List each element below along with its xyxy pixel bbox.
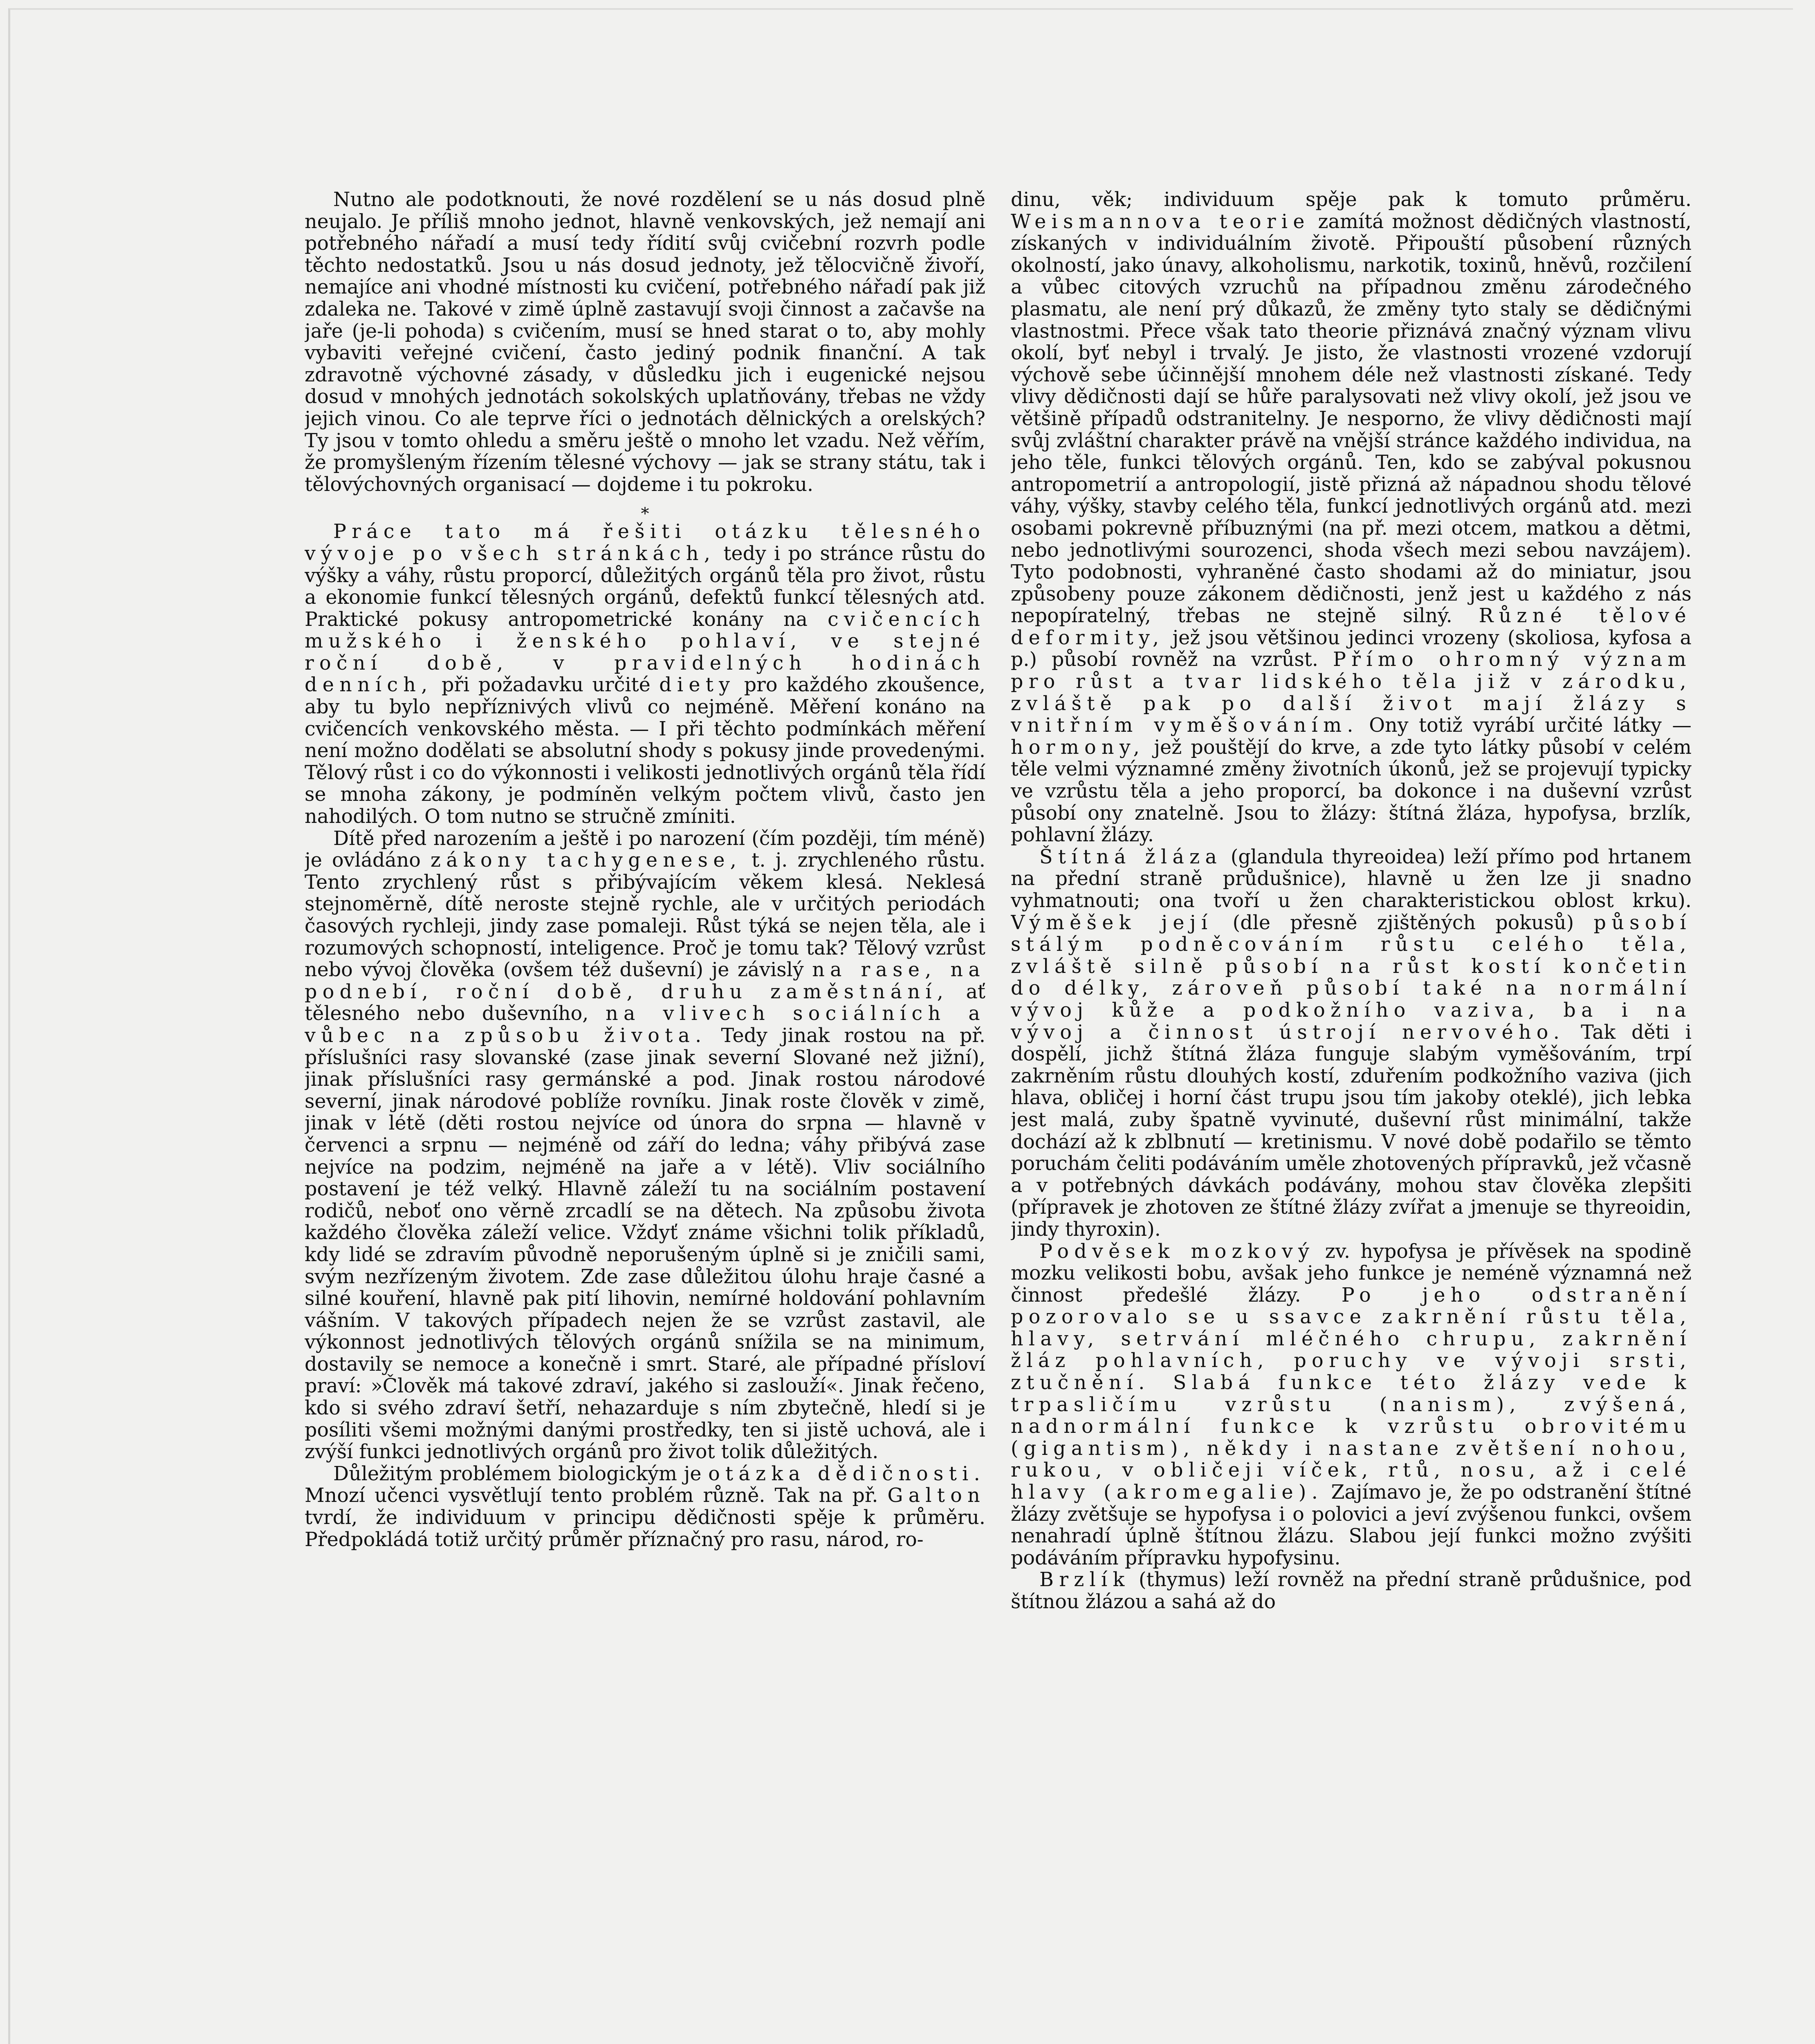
emphasis-text: Výměšek její: [1011, 911, 1213, 934]
text-run: tedy i po stránce růstu do výšky a váhy, růstu proporcí, důležitých orgánů těla pro život, růstu a ekonomie funkcí tělesných orgánů, defektů funkcí tělesných atd. Praktické pokusy antropometrické konány na: [305, 542, 985, 631]
emphasis-text: Weismannova teorie: [1011, 210, 1310, 233]
emphasis-text: Štítná žláza: [1039, 845, 1223, 868]
emphasis-text: hormony,: [1011, 736, 1145, 759]
right-column: [1011, 189, 1692, 1971]
emphasis-text: působí stálým podněcováním růstu celého těla, zvláště silně působí na růst kostí končetin do délky, zároveň působí také na normální vývoj kůže a podkožního vaziva, ba i na vývoj a činnost ústrojí nervového.: [1011, 911, 1692, 1044]
paragraph: [1011, 189, 1692, 846]
paragraph: [1011, 846, 1692, 1241]
paragraph: [305, 521, 985, 827]
paragraph: [1011, 1569, 1692, 1613]
paragraph: [1011, 1241, 1692, 1569]
text-run: Ony totiž vyrábí určité látky —: [1358, 714, 1692, 737]
text-run: jež jsou většinou jedinci vrozeny (skoliosa, kyfosa a p.) působí rovněž na vzrůst.: [1011, 626, 1692, 671]
text-run: Tak děti i dospělí, jichž štítná žláza funguje slabým vyměšováním, trpí zakrněním růstu dlouhých kostí, zduřením podkožního vaziva (jich hlava, obličej i horní část trupu jsou tím jakoby oteklé), jich lebka jest malá, zuby špatně vyvinuté, duševní růst minimální, takže dochází až k zblbnutí — kretinismu. V nové době podařilo se těmto poruchám čeliti podáváním uměle zhotovených přípravků, jež včasně a v potřebných dávkách podávány, mohou stav člověka zlepšiti (přípravek je zhotoven ze štítné žlázy zvířat a jmenuje se thyreoidin, jindy thyroxin).: [1011, 1021, 1692, 1241]
text-run: Tedy jinak rostou na př. příslušníci rasy slovanské (zase jinak severní Slované než jižní), jinak příslušníci rasy germánské a pod. Jinak rostou národové severní, jinak národové poblíže rovníku. Jinak roste člověk v zimě, jinak v létě (děti rostou nejvíce od února do srpna — hlavně v červenci a srpnu — nejméně od září do ledna; váhy přibývá zase nejvíce na podzim, nejméně na jaře a v létě). Vliv sociálního postavení je též velký. Hlavně záleží tu na sociálním postavení rodičů, neboť ono věrně zrcadlí se na dětech. Na způsobu života každého člověka záleží velice. Vždyť známe všichni tolik příkladů, kdy lidé se zdravím původně neporušeným úplně si je zničili sami, svým nezřízeným životem. Zde zase důležitou úlohu hraje časné a silné kouření, hlavně pak pití lihovin, nemírné holdování pohlavním vášním. V takových případech nejen že se vzrůst zastavil, ale výkonnost jednotlivých tělových orgánů snížila se na minimum, dostavily se nemoce a konečně i smrt. Staré, ale případné přísloví praví: »Člověk má takové zdraví, jakého si zaslouží«. Jinak řečeno, kdo si svého zdraví šetří, nehazarduje s ním zbytečně, hledí si je posíliti všemi možnými danými prostředky, ten si jistě uchová, ale i zvýší funkci jednotlivých orgánů pro život tolik důležitých.: [305, 1024, 985, 1464]
emphasis-text: Galton: [887, 1484, 985, 1507]
text-run: (glandula thyreoidea) leží přímo pod hrtanem na přední straně průdušnice), hlavně u žen lze ji snadno vyhmatnouti; ona tvoří u žen charakteristickou oblost krku).: [1011, 845, 1692, 912]
left-column: [305, 189, 985, 1971]
text-run: ať tělesného nebo duševního,: [305, 980, 985, 1025]
text-run: Důležitým problémem biologickým je: [333, 1462, 709, 1485]
text-run: (thymus) leží rovněž na přední straně průdušnice, pod štítnou žlázou a sahá až do: [1011, 1569, 1692, 1613]
text-run: t. j. zrychleného růstu. Tento zrychlený růst s přibývajícím věkem klesá. Neklesá stejnoměrně, dítě neroste stejně rychle, ale v určitých periodách časových rychleji, jindy zase pomaleji. Růst týká se nejen těla, ale i rozumových schopností, inteligence. Proč je tomu tak? Tělový vzrůst nebo vývoj člověka (ovšem též duševní) je závislý: [305, 849, 985, 982]
text-run: zv. hypofysa je přívěsek na spodině mozku velikosti bobu, avšak jeho funkce je neméně významná než činnost předešlé žlázy.: [1011, 1240, 1692, 1307]
paragraph: [305, 828, 985, 1463]
text-run: pro každého zkoušence, aby tu bylo nepříznivých vlivů co nejméně. Měření konáno na cvičencích venkovského města. — I při těchto podmínkách měření není možno dodělati se absolutní shody s pokusy jinde provedenými. Tělový růst i co do výkonnosti i velikosti jednotlivých orgánů těla řídí se mnoha zákony, je podmíněn velkým počtem vlivů, často jen nahodilých. O tom nutno se stručně zmíniti.: [305, 674, 985, 828]
emphasis-text: diety: [659, 674, 736, 697]
text-run: Zajímavo je, že po odstranění štítné žlázy zvětšuje se hypofysa i o polovici a jeví zvýšenou funkci, ovšem nenahradí úplně štítnou žlázu. Slabou její funkci možno zvýšiti podáváním přípravku hypofysinu.: [1011, 1481, 1692, 1569]
emphasis-text: zákony tachygenese,: [430, 849, 742, 872]
emphasis-text: na vlivech sociálních a vůbec na způsobu života.: [305, 1002, 985, 1047]
emphasis-text: Práce tato má řešiti otázku tělesného vývoje po všech stránkách,: [305, 520, 985, 565]
text-run: tvrdí, že individuum v principu dědičnosti spěje k průměru. Předpokládá totiž určitý průměr příznačný pro rasu, národ, ro-: [305, 1506, 985, 1551]
emphasis-text: Podvěsek mozkový: [1039, 1240, 1315, 1263]
emphasis-text: na rase, na podnebí, roční době, druhu zaměstnání,: [305, 959, 985, 1003]
text-run: Mnozí učenci vysvětlují tento problém různě. Tak na př.: [305, 1484, 888, 1507]
paragraph: [305, 1463, 985, 1551]
emphasis-text: cvičencích mužského i ženského pohlaví, ve stejné roční době, v pravidelných hodinách denních,: [305, 608, 985, 697]
section-separator: *: [641, 504, 649, 524]
text-run: Dítě před narozením a ještě i po narození (čím později, tím méně) je ovládáno: [305, 827, 985, 872]
text-run: při požadavku určité: [433, 674, 660, 697]
emphasis-text: Brzlík: [1039, 1569, 1130, 1591]
emphasis-text: Přímo ohromný význam pro růst a tvar lidského těla již v zárodku, zvláště pak po další život mají žlázy s vnitřním vyměšováním.: [1011, 648, 1692, 737]
text-run: jež pouštějí do krve, a zde tyto látky působí v celém těle velmi významné změny životních úkonů, jež se projevují typicky ve vzrůstu těla a jeho proporcí, ba dokonce i na duševní vzrůst působí ony znatelně. Jsou to žlázy: štítná žláza, hypofysa, brzlík, pohlavní žlázy.: [1011, 736, 1692, 847]
text-run: zamítá možnost dědičných vlastností, získaných v individuálním životě. Připouští působení různých okolností, jako únavy, alkoholismu, narkotik, toxinů, hněvů, rozčilení a vůbec citových vzruchů na případnou změnu zárodečného plasmatu, ale není prý důkazů, že změny tyto staly se dědičnými vlastnostmi. Přece však tato theorie přiznává značný význam vlivu okolí, byť nebyl i trvalý. Je jisto, že vlastnosti vrozené vzdorují výchově sebe účinnější mnohem déle než vlastnosti získané. Tedy vlivy dědičnosti dají se hůře paralysovati než vlivy okolí, jež jsou ve většině případů odstranitelny. Je nesporno, že vlivy dědičnosti mají svůj zvláštní charakter právě na vnější stránce každého individua, na jeho těle, funkci tělových orgánů. Ten, kdo se zabýval pokusnou antropometrií a antropologií, jistě přizná až nápadnou shodu tělové váhy, výšky, stavby celého těla, funkcí jednotlivých orgánů atd. mezi osobami pokrevně příbuznými (na př. mezi otcem, matkou a dětmi, nebo jednotlivými sourozenci, shoda všech mezi sebou navzájem). Tyto podobnosti, vyhraněné často shodami až do miniatur, jsou způsobeny pouze zákonem dědičnosti, jenž jest u každého z nás nepopíratelný, třebas ne stejně silný.: [1011, 210, 1692, 628]
paragraph: Nutno ale podotknouti, že nové rozdělení se u nás dosud plně neujalo. Je příliš mnoho jednot, hlavně venkovských, jež nemají ani potřebného nářadí a musí tedy řídití svůj cvičební rozvrh podle těchto nedostatků. Jsou u nás dosud jednoty, jež tělocvičně živoří, nemajíce ani vhodné místnosti ku cvičení, potřebného nářadí pak již zdaleka ne. Takové v zimě úplně zastavují svoji činnost a začavše na jaře (je-li pohoda) s cvičením, musí se hned starat o to, aby mohly vybaviti veřejné cvičení, často jediný podnik finanční. A tak zdravotně výchovné zásady, v důsledku jich i eugenické nejsou dosud v mnohých jednotách sokolských uplatňovány, třebas ne vždy jejich vinou. Co ale teprve říci o jednotách dělnických a orelských? Ty jsou v tomto ohledu a směru ještě o mnoho let vzadu. Než věřím, že promyšleným řízením tělesné výchovy — jak se strany státu, tak i tělovýchovných organisací — dojdeme i tu pokroku.: [305, 189, 985, 496]
emphasis-text: Různé tělové deformity,: [1011, 605, 1692, 649]
emphasis-text: Po jeho odstranění pozorovalo se u ssavce zakrnění růstu těla, hlavy, setrvání mléčného chrupu, zakrnění žláz pohlavních, poruchy ve vývoji srsti, ztučnění. Slabá funkce této žlázy vede k trpasličímu vzrůstu (nanism), zvýšená, nadnormální funkce k vzrůstu obrovitému (gigantism), někdy i nastane zvětšení nohou, rukou, v obličeji víček, rtů, nosu, až i celé hlavy (akromegalie).: [1011, 1284, 1692, 1504]
text-run: (dle přesně zjištěných pokusů): [1213, 911, 1594, 934]
emphasis-text: otázka dědičnosti.: [708, 1462, 985, 1485]
text-run: dinu, věk; individuum spěje pak k tomuto průměru.: [1011, 189, 1692, 211]
